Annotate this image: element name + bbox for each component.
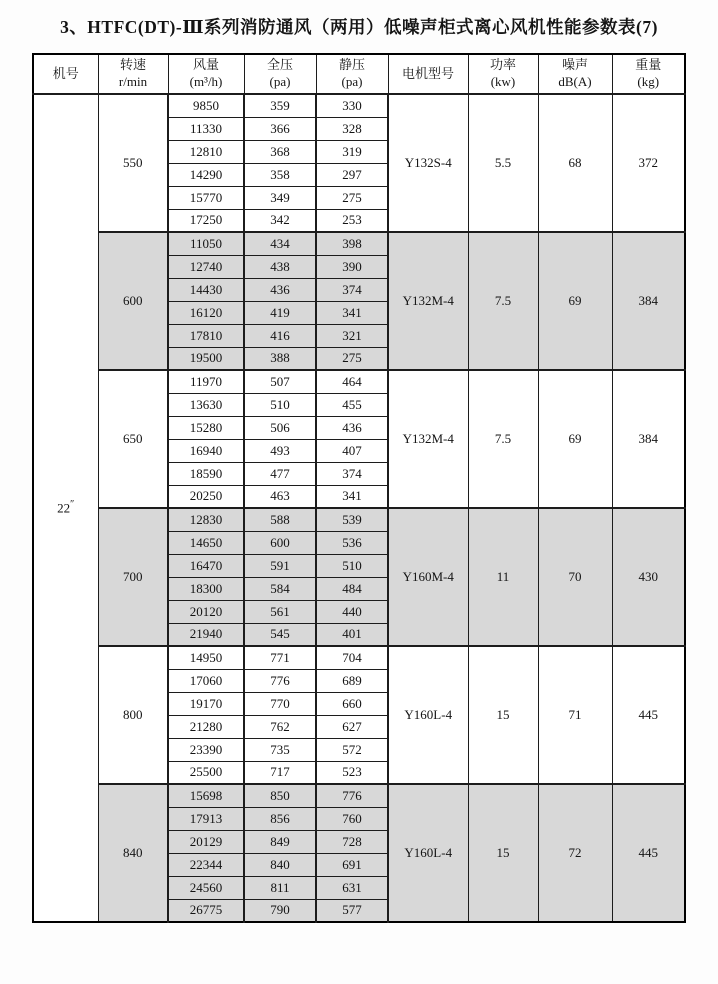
flow-cell: 11330 [168, 117, 244, 140]
fan-size-value: 22 [57, 500, 71, 516]
page-title: 3、HTFC(DT)-Ⅲ系列消防通风（两用）低噪声柜式离心风机性能参数表(7) [60, 17, 658, 37]
static-pressure-cell: 627 [316, 715, 388, 738]
header-label: 机号 [52, 65, 79, 81]
flow-cell: 25500 [168, 761, 244, 784]
static-pressure-cell: 275 [316, 186, 388, 209]
header-label: 重量 [635, 57, 662, 73]
flow-cell: 14290 [168, 163, 244, 186]
total-pressure-cell: 856 [244, 807, 316, 830]
motor-model-cell: Y160M-4 [388, 508, 468, 646]
motor-model-cell: Y132M-4 [388, 232, 468, 370]
motor-model-cell: Y132M-4 [388, 370, 468, 508]
flow-cell: 15280 [168, 416, 244, 439]
speed-cell: 800 [98, 646, 168, 784]
power-cell: 15 [468, 784, 538, 922]
motor-model-cell: Y132S-4 [388, 94, 468, 232]
total-pressure-cell: 434 [244, 232, 316, 255]
header-label: 电机型号 [401, 65, 454, 81]
weight-cell: 445 [612, 784, 685, 922]
noise-cell: 70 [538, 508, 612, 646]
flow-cell: 18300 [168, 577, 244, 600]
total-pressure-cell: 735 [244, 738, 316, 761]
speed-cell: 550 [98, 94, 168, 232]
total-pressure-cell: 790 [244, 899, 316, 922]
static-pressure-cell: 523 [316, 761, 388, 784]
static-pressure-cell: 297 [316, 163, 388, 186]
fan-size-unit: ″ [70, 499, 75, 511]
table-row [33, 508, 685, 531]
flow-cell: 16470 [168, 554, 244, 577]
header-label: 静压 [338, 57, 365, 73]
table-row [33, 94, 685, 117]
noise-cell: 69 [538, 370, 612, 508]
static-pressure-cell: 398 [316, 232, 388, 255]
table-row [33, 646, 685, 669]
total-pressure-cell: 359 [244, 94, 316, 117]
static-pressure-cell: 704 [316, 646, 388, 669]
total-pressure-cell: 436 [244, 278, 316, 301]
weight-cell: 445 [612, 646, 685, 784]
table-header [33, 54, 685, 94]
power-cell: 7.5 [468, 370, 538, 508]
header-unit: (kw) [490, 74, 516, 89]
total-pressure-cell: 776 [244, 669, 316, 692]
total-pressure-cell: 850 [244, 784, 316, 807]
header-unit: (m³/h) [189, 74, 223, 89]
flow-cell: 16120 [168, 301, 244, 324]
total-pressure-cell: 717 [244, 761, 316, 784]
static-pressure-cell: 328 [316, 117, 388, 140]
weight-cell: 372 [612, 94, 685, 232]
total-pressure-cell: 366 [244, 117, 316, 140]
total-pressure-cell: 477 [244, 462, 316, 485]
total-pressure-cell: 438 [244, 255, 316, 278]
flow-cell: 14650 [168, 531, 244, 554]
total-pressure-cell: 561 [244, 600, 316, 623]
flow-cell: 21280 [168, 715, 244, 738]
static-pressure-cell: 464 [316, 370, 388, 393]
total-pressure-cell: 584 [244, 577, 316, 600]
total-pressure-cell: 416 [244, 324, 316, 347]
column-header-motor-model [388, 54, 468, 94]
motor-model-cell: Y160L-4 [388, 646, 468, 784]
total-pressure-cell: 358 [244, 163, 316, 186]
column-header-weight [612, 54, 685, 94]
power-cell: 11 [468, 508, 538, 646]
static-pressure-cell: 484 [316, 577, 388, 600]
header-unit: (pa) [341, 74, 363, 89]
static-pressure-cell: 401 [316, 623, 388, 646]
header-label: 全压 [266, 57, 293, 73]
flow-cell: 20250 [168, 485, 244, 508]
static-pressure-cell: 689 [316, 669, 388, 692]
flow-cell: 19500 [168, 347, 244, 370]
weight-cell: 384 [612, 370, 685, 508]
static-pressure-cell: 631 [316, 876, 388, 899]
noise-cell: 71 [538, 646, 612, 784]
flow-cell: 17913 [168, 807, 244, 830]
total-pressure-cell: 840 [244, 853, 316, 876]
header-unit: (pa) [269, 74, 291, 89]
static-pressure-cell: 440 [316, 600, 388, 623]
total-pressure-cell: 588 [244, 508, 316, 531]
flow-cell: 19170 [168, 692, 244, 715]
power-cell: 7.5 [468, 232, 538, 370]
column-header-static-pressure [316, 54, 388, 94]
static-pressure-cell: 390 [316, 255, 388, 278]
power-cell: 5.5 [468, 94, 538, 232]
flow-cell: 12810 [168, 140, 244, 163]
speed-cell: 700 [98, 508, 168, 646]
fan-size-cell [33, 94, 98, 922]
speed-cell: 600 [98, 232, 168, 370]
table-row [33, 784, 685, 807]
total-pressure-cell: 510 [244, 393, 316, 416]
total-pressure-cell: 507 [244, 370, 316, 393]
header-label: 风量 [192, 57, 219, 73]
power-cell: 15 [468, 646, 538, 784]
header-label: 噪声 [561, 57, 588, 73]
flow-cell: 12740 [168, 255, 244, 278]
flow-cell: 14430 [168, 278, 244, 301]
total-pressure-cell: 368 [244, 140, 316, 163]
total-pressure-cell: 591 [244, 554, 316, 577]
column-header-flow [168, 54, 244, 94]
total-pressure-cell: 811 [244, 876, 316, 899]
static-pressure-cell: 536 [316, 531, 388, 554]
static-pressure-cell: 577 [316, 899, 388, 922]
static-pressure-cell: 660 [316, 692, 388, 715]
column-header-size [33, 54, 98, 94]
header-unit: r/min [118, 74, 148, 89]
static-pressure-cell: 341 [316, 485, 388, 508]
static-pressure-cell: 321 [316, 324, 388, 347]
static-pressure-cell: 319 [316, 140, 388, 163]
total-pressure-cell: 762 [244, 715, 316, 738]
header-label: 转速 [119, 57, 146, 73]
noise-cell: 72 [538, 784, 612, 922]
static-pressure-cell: 728 [316, 830, 388, 853]
flow-cell: 12830 [168, 508, 244, 531]
header-label: 功率 [489, 57, 516, 73]
static-pressure-cell: 539 [316, 508, 388, 531]
noise-cell: 68 [538, 94, 612, 232]
flow-cell: 14950 [168, 646, 244, 669]
weight-cell: 430 [612, 508, 685, 646]
total-pressure-cell: 493 [244, 439, 316, 462]
speed-cell: 840 [98, 784, 168, 922]
total-pressure-cell: 342 [244, 209, 316, 232]
flow-cell: 16940 [168, 439, 244, 462]
static-pressure-cell: 341 [316, 301, 388, 324]
flow-cell: 15698 [168, 784, 244, 807]
static-pressure-cell: 572 [316, 738, 388, 761]
total-pressure-cell: 388 [244, 347, 316, 370]
flow-cell: 18590 [168, 462, 244, 485]
header-unit: (kg) [637, 74, 660, 89]
total-pressure-cell: 770 [244, 692, 316, 715]
flow-cell: 24560 [168, 876, 244, 899]
total-pressure-cell: 600 [244, 531, 316, 554]
total-pressure-cell: 349 [244, 186, 316, 209]
column-header-speed [98, 54, 168, 94]
static-pressure-cell: 253 [316, 209, 388, 232]
weight-cell: 384 [612, 232, 685, 370]
static-pressure-cell: 374 [316, 462, 388, 485]
static-pressure-cell: 436 [316, 416, 388, 439]
fan-performance-table [32, 53, 686, 923]
total-pressure-cell: 849 [244, 830, 316, 853]
static-pressure-cell: 455 [316, 393, 388, 416]
column-header-noise [538, 54, 612, 94]
static-pressure-cell: 275 [316, 347, 388, 370]
flow-cell: 21940 [168, 623, 244, 646]
static-pressure-cell: 407 [316, 439, 388, 462]
static-pressure-cell: 691 [316, 853, 388, 876]
static-pressure-cell: 776 [316, 784, 388, 807]
column-header-total-pressure [244, 54, 316, 94]
column-header-power [468, 54, 538, 94]
flow-cell: 23390 [168, 738, 244, 761]
flow-cell: 11970 [168, 370, 244, 393]
table-body [33, 94, 685, 922]
static-pressure-cell: 760 [316, 807, 388, 830]
flow-cell: 20120 [168, 600, 244, 623]
flow-cell: 26775 [168, 899, 244, 922]
flow-cell: 9850 [168, 94, 244, 117]
flow-cell: 11050 [168, 232, 244, 255]
flow-cell: 13630 [168, 393, 244, 416]
table-row [33, 232, 685, 255]
flow-cell: 17250 [168, 209, 244, 232]
flow-cell: 17060 [168, 669, 244, 692]
header-row [33, 54, 685, 94]
static-pressure-cell: 330 [316, 94, 388, 117]
total-pressure-cell: 771 [244, 646, 316, 669]
total-pressure-cell: 419 [244, 301, 316, 324]
header-unit: dB(A) [558, 74, 592, 89]
flow-cell: 17810 [168, 324, 244, 347]
table-row [33, 370, 685, 393]
static-pressure-cell: 374 [316, 278, 388, 301]
total-pressure-cell: 506 [244, 416, 316, 439]
static-pressure-cell: 510 [316, 554, 388, 577]
noise-cell: 69 [538, 232, 612, 370]
flow-cell: 22344 [168, 853, 244, 876]
flow-cell: 20129 [168, 830, 244, 853]
total-pressure-cell: 463 [244, 485, 316, 508]
flow-cell: 15770 [168, 186, 244, 209]
speed-cell: 650 [98, 370, 168, 508]
total-pressure-cell: 545 [244, 623, 316, 646]
motor-model-cell: Y160L-4 [388, 784, 468, 922]
